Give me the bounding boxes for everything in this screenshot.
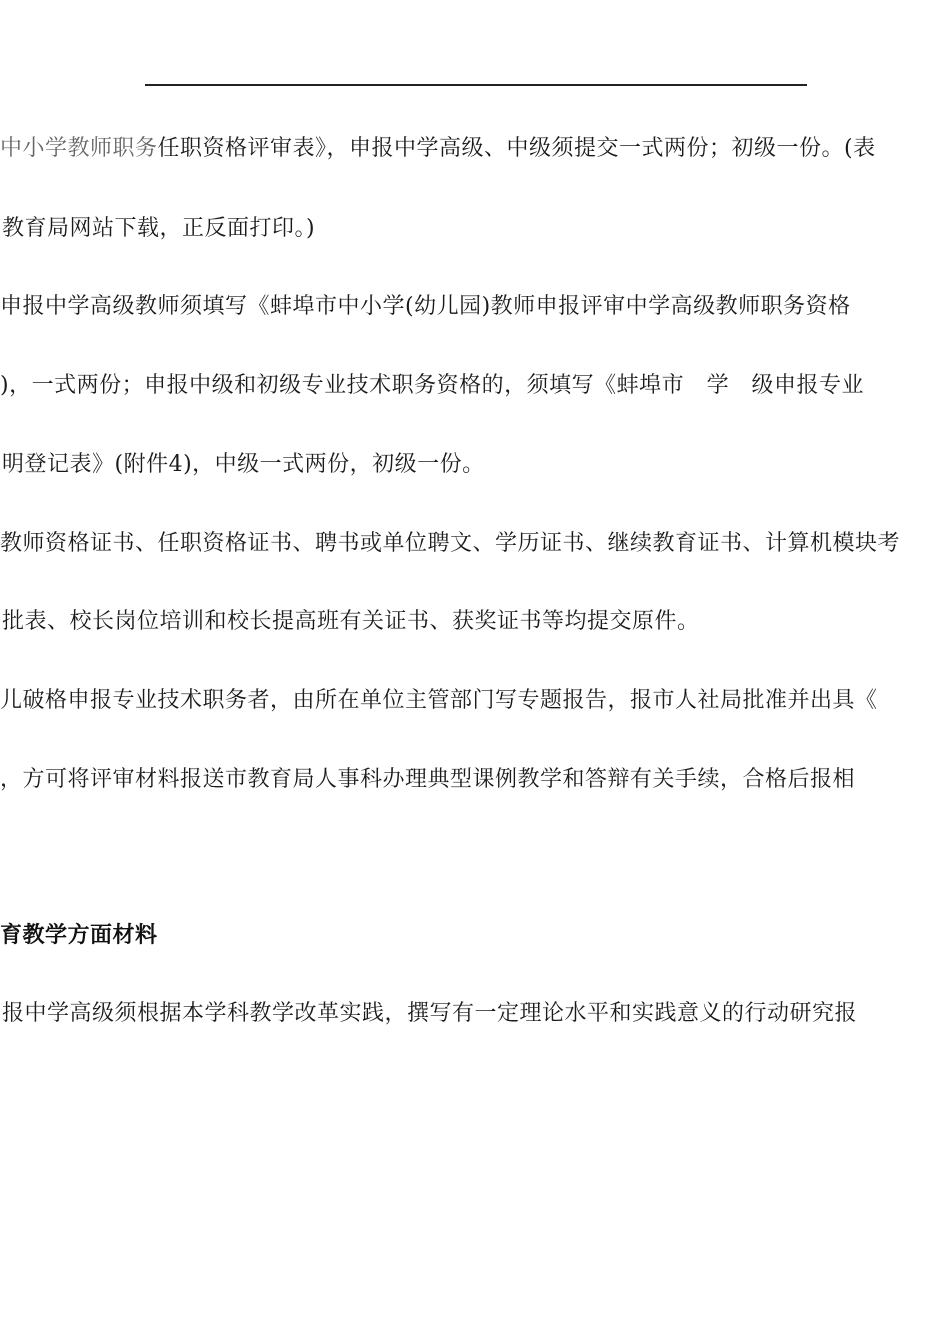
text-line-8: 儿破格申报专业技术职务者，由所在单位主管部门写专题报告，报市人社局批准并出具《 bbox=[0, 688, 878, 713]
text-line-9: ，方可将评审材料报送市教育局人事科办理典型课例教学和答辩有关手续，合格后报相 bbox=[0, 767, 856, 792]
text-line-6: 教师资格证书、任职资格证书、聘书或单位聘文、学历证书、继续教育证书、计算机模块考 bbox=[0, 531, 901, 556]
text-line-2: 教育局网站下载，正反面打印。) bbox=[2, 216, 316, 241]
text-line-1 bbox=[0, 135, 876, 163]
header-rule bbox=[145, 84, 807, 86]
text-line-4: )，一式两份；申报中级和初级专业技术职务资格的，须填写《蚌埠市 学 级申报专业 bbox=[0, 373, 865, 398]
text-line-11: 报中学高级须根据本学科教学改革实践，撰写有一定理论水平和实践意义的行动研究报 bbox=[2, 1001, 858, 1026]
text-line-7: 批表、校长岗位培训和校长提高班有关证书、获奖证书等均提交原件。 bbox=[2, 609, 700, 634]
text-line-1-muted: 中小学教师职务 bbox=[0, 136, 158, 161]
section-heading: 育教学方面材料 bbox=[0, 923, 158, 948]
text-line-5: 明登记表》(附件4)，中级一式两份，初级一份。 bbox=[2, 452, 485, 477]
text-line-3: 申报中学高级教师须填写《蚌埠市中小学(幼儿园)教师申报评审中学高级教师职务资格 bbox=[0, 294, 851, 319]
text-line-1-rest: 任职资格评审表》，申报中学高级、中级须提交一式两份；初级一份。(表 bbox=[157, 136, 876, 161]
